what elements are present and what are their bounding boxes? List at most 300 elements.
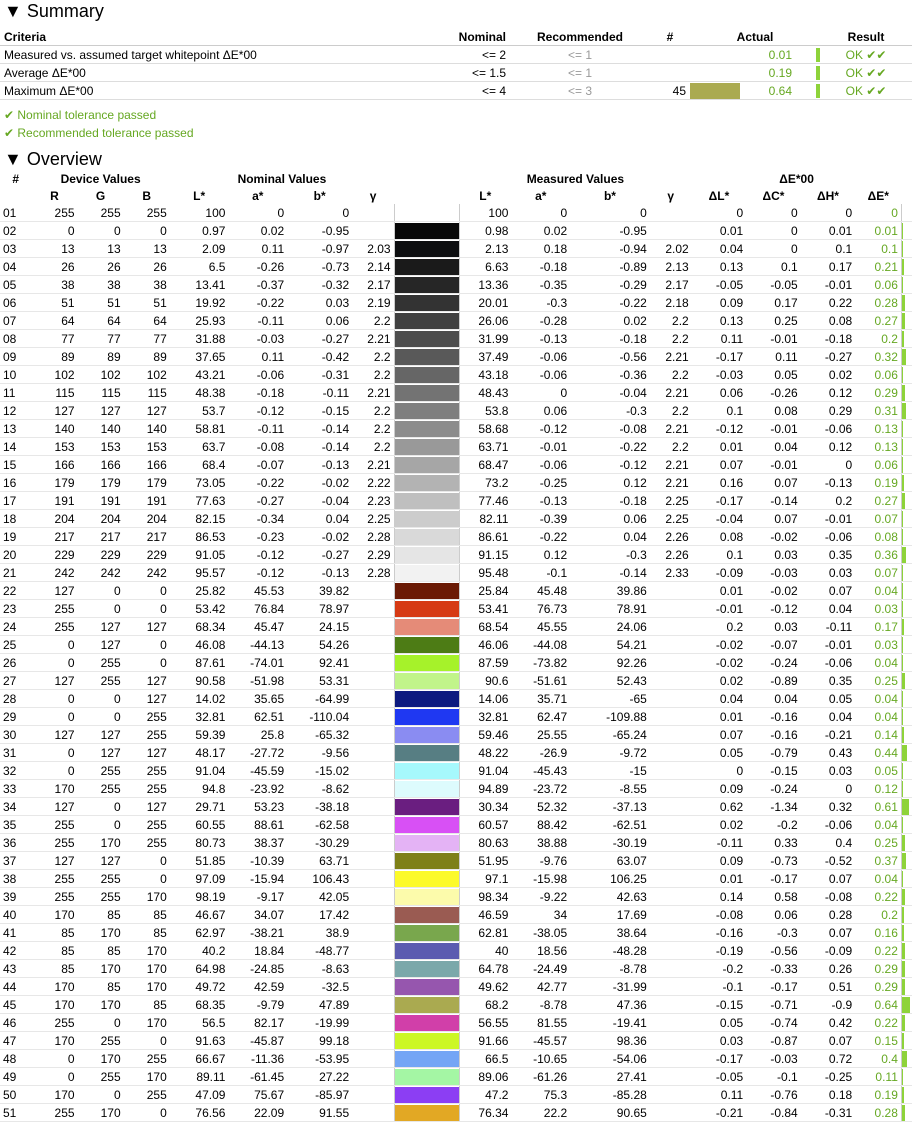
delta-h: -0.27: [801, 348, 856, 366]
measured-gamma: [650, 1068, 692, 1086]
measured-l: 31.99: [459, 330, 511, 348]
measured-b: -0.94: [570, 240, 650, 258]
delta-e-bar: [901, 1014, 912, 1032]
number-cell: [650, 64, 690, 82]
measured-b: -85.28: [570, 1086, 650, 1104]
patch-swatch: [394, 690, 459, 708]
measured-b: 27.41: [570, 1068, 650, 1086]
measured-b: -0.12: [570, 456, 650, 474]
delta-e: 0.61: [855, 798, 901, 816]
delta-e: 0.06: [855, 366, 901, 384]
measured-b: 63.07: [570, 852, 650, 870]
delta-e-bar: [901, 672, 912, 690]
delta-h: 0.2: [801, 492, 856, 510]
patch-row: [0, 474, 912, 492]
patch-swatch: [394, 456, 459, 474]
nominal-a: 42.59: [228, 978, 287, 996]
device-b: 255: [124, 1050, 170, 1068]
delta-e: 0.19: [855, 474, 901, 492]
delta-e-bar: [901, 510, 912, 528]
nominal-gamma: [352, 654, 394, 672]
nominal-a: 22.09: [228, 1104, 287, 1122]
nominal-b: -0.13: [287, 456, 352, 474]
delta-e-bar: [901, 654, 912, 672]
delta-l: -0.04: [692, 510, 747, 528]
nominal-gamma: [352, 744, 394, 762]
measured-a: -26.9: [511, 744, 570, 762]
device-g: 170: [78, 1104, 124, 1122]
measured-gamma: 2.2: [650, 402, 692, 420]
measured-l: 26.06: [459, 312, 511, 330]
measured-b: -0.3: [570, 546, 650, 564]
nominal-b: -9.56: [287, 744, 352, 762]
measured-gamma: 2.21: [650, 456, 692, 474]
device-r: 204: [31, 510, 77, 528]
device-g: 140: [78, 420, 124, 438]
delta-c: -0.26: [746, 384, 801, 402]
patch-index: 16: [0, 474, 31, 492]
delta-l: 0.01: [692, 222, 747, 240]
patch-swatch: [394, 672, 459, 690]
measured-b: -48.28: [570, 942, 650, 960]
delta-l: 0.09: [692, 780, 747, 798]
delta-e: 0.03: [855, 636, 901, 654]
patch-swatch: [394, 726, 459, 744]
measured-a: 75.3: [511, 1086, 570, 1104]
patch-index: 05: [0, 276, 31, 294]
patch-index: 15: [0, 456, 31, 474]
device-b: 0: [124, 870, 170, 888]
patch-swatch: [394, 312, 459, 330]
patch-row: [0, 420, 912, 438]
delta-e-bar: [901, 924, 912, 942]
delta-e-bar: [901, 438, 912, 456]
measured-l: 48.43: [459, 384, 511, 402]
device-b: 51: [124, 294, 170, 312]
nominal-l: 68.34: [170, 618, 229, 636]
measured-gamma: [650, 888, 692, 906]
device-r: 102: [31, 366, 77, 384]
delta-e: 0.25: [855, 672, 901, 690]
delta-e-bar: [901, 204, 912, 222]
delta-h: -0.06: [801, 528, 856, 546]
measured-l: 68.47: [459, 456, 511, 474]
nominal-l: 25.93: [170, 312, 229, 330]
nominal-gamma: 2.2: [352, 438, 394, 456]
delta-e: 0.12: [855, 780, 901, 798]
device-g: 255: [78, 204, 124, 222]
delta-e-bar: [901, 744, 912, 762]
delta-e: 0.04: [855, 582, 901, 600]
nominal-b: -8.62: [287, 780, 352, 798]
delta-e-bar: [901, 294, 912, 312]
actual-swatch: [690, 65, 740, 81]
nominal-gamma: 2.21: [352, 456, 394, 474]
col-header-delta-h: ΔH*: [817, 188, 839, 203]
measured-l: 0.98: [459, 222, 511, 240]
delta-e: 0.29: [855, 384, 901, 402]
delta-h: 0.12: [801, 438, 856, 456]
nominal-b: -0.02: [287, 528, 352, 546]
delta-l: -0.08: [692, 906, 747, 924]
nominal-a: 38.37: [228, 834, 287, 852]
patch-row: [0, 762, 912, 780]
measured-a: 45.55: [511, 618, 570, 636]
delta-l: 0.13: [692, 312, 747, 330]
patch-row: [0, 258, 912, 276]
patch-swatch: [394, 924, 459, 942]
delta-c: -0.56: [746, 942, 801, 960]
delta-c: -0.1: [746, 1068, 801, 1086]
nominal-l: 31.88: [170, 330, 229, 348]
device-b: 166: [124, 456, 170, 474]
nominal-l: 13.41: [170, 276, 229, 294]
nominal-a: 88.61: [228, 816, 287, 834]
delta-c: 0.17: [746, 294, 801, 312]
measured-l: 91.66: [459, 1032, 511, 1050]
nominal-gamma: 2.2: [352, 348, 394, 366]
device-b: 255: [124, 816, 170, 834]
delta-e: 0.2: [855, 330, 901, 348]
device-g: 255: [78, 654, 124, 672]
device-g: 170: [78, 924, 124, 942]
device-r: 127: [31, 798, 77, 816]
delta-e-bar: [901, 780, 912, 798]
measured-l: 14.06: [459, 690, 511, 708]
tolerance-notes: [0, 100, 912, 148]
number-cell: [650, 46, 690, 64]
nominal-l: 63.7: [170, 438, 229, 456]
measured-a: 76.73: [511, 600, 570, 618]
delta-e: 0.22: [855, 888, 901, 906]
measured-l: 47.2: [459, 1086, 511, 1104]
device-b: 85: [124, 924, 170, 942]
device-g: 255: [78, 870, 124, 888]
patch-row: [0, 852, 912, 870]
delta-e: 0.15: [855, 1032, 901, 1050]
device-g: 64: [78, 312, 124, 330]
nominal-b: 78.97: [287, 600, 352, 618]
nominal-gamma: [352, 726, 394, 744]
delta-e: 0.04: [855, 654, 901, 672]
delta-l: -0.17: [692, 1050, 747, 1068]
nominal-b: 91.55: [287, 1104, 352, 1122]
nominal-gamma: [352, 870, 394, 888]
nominal-gamma: 2.21: [352, 330, 394, 348]
nominal-l: 66.67: [170, 1050, 229, 1068]
measured-l: 80.63: [459, 834, 511, 852]
patch-index: 46: [0, 1014, 31, 1032]
measured-l: 46.59: [459, 906, 511, 924]
overview-heading[interactable]: ▼ Overview: [4, 149, 102, 169]
device-b: 0: [124, 1104, 170, 1122]
measured-a: 42.77: [511, 978, 570, 996]
summary-heading[interactable]: ▼ Summary: [4, 1, 104, 21]
delta-l: 0.14: [692, 888, 747, 906]
device-r: 127: [31, 402, 77, 420]
device-r: 255: [31, 618, 77, 636]
device-b: 0: [124, 636, 170, 654]
measured-a: -0.13: [511, 492, 570, 510]
measured-b: -0.56: [570, 348, 650, 366]
measured-gamma: [650, 906, 692, 924]
device-r: 51: [31, 294, 77, 312]
measured-gamma: [650, 870, 692, 888]
number-cell: 45: [650, 82, 690, 100]
delta-h: 0.1: [801, 240, 856, 258]
patch-index: 49: [0, 1068, 31, 1086]
delta-l: 0.1: [692, 402, 747, 420]
nominal-b: -48.77: [287, 942, 352, 960]
nominal-gamma: 2.28: [352, 564, 394, 582]
patch-row: [0, 744, 912, 762]
measured-gamma: [650, 708, 692, 726]
patch-index: 01: [0, 204, 31, 222]
recommended-tolerance-note: ✔ Recommended tolerance passed: [4, 126, 194, 140]
measured-gamma: [650, 924, 692, 942]
header-actual: Actual: [690, 28, 820, 46]
measured-gamma: 2.17: [650, 276, 692, 294]
device-r: 242: [31, 564, 77, 582]
delta-c: -0.12: [746, 600, 801, 618]
delta-h: 0.01: [801, 222, 856, 240]
measured-l: 6.63: [459, 258, 511, 276]
device-g: 204: [78, 510, 124, 528]
delta-e: 0.21: [855, 258, 901, 276]
nominal-a: 45.53: [228, 582, 287, 600]
delta-l: 0.11: [692, 330, 747, 348]
patch-swatch: [394, 906, 459, 924]
nominal-a: -0.06: [228, 366, 287, 384]
delta-l: 0.09: [692, 294, 747, 312]
measured-b: 106.25: [570, 870, 650, 888]
device-b: 255: [124, 780, 170, 798]
device-r: 0: [31, 1050, 77, 1068]
patch-row: [0, 438, 912, 456]
delta-h: 0.17: [801, 258, 856, 276]
delta-e-bar: [901, 276, 912, 294]
measured-a: 0.02: [511, 222, 570, 240]
delta-e-bar: [901, 384, 912, 402]
measured-gamma: [650, 582, 692, 600]
delta-l: -0.17: [692, 492, 747, 510]
measured-a: -61.26: [511, 1068, 570, 1086]
patch-swatch: [394, 654, 459, 672]
actual-swatch: [690, 83, 740, 99]
delta-h: 0.35: [801, 672, 856, 690]
delta-h: 0.22: [801, 294, 856, 312]
nominal-b: -0.97: [287, 240, 352, 258]
measured-a: -51.61: [511, 672, 570, 690]
measured-l: 86.61: [459, 528, 511, 546]
nominal-b: -15.02: [287, 762, 352, 780]
measured-b: -0.08: [570, 420, 650, 438]
measured-l: 97.1: [459, 870, 511, 888]
measured-a: -10.65: [511, 1050, 570, 1068]
measured-a: 0.06: [511, 402, 570, 420]
delta-h: 0.26: [801, 960, 856, 978]
delta-c: 0.58: [746, 888, 801, 906]
nominal-a: -38.21: [228, 924, 287, 942]
nominal-gamma: 2.2: [352, 402, 394, 420]
delta-e: 0.64: [855, 996, 901, 1014]
measured-gamma: 2.2: [650, 330, 692, 348]
recommended-cell: <= 1: [510, 64, 650, 82]
patch-index: 13: [0, 420, 31, 438]
measured-b: -37.13: [570, 798, 650, 816]
nominal-gamma: 2.23: [352, 492, 394, 510]
measured-b: -0.3: [570, 402, 650, 420]
measured-a: -0.13: [511, 330, 570, 348]
delta-c: 0: [746, 222, 801, 240]
nominal-a: -0.23: [228, 528, 287, 546]
patch-row: [0, 942, 912, 960]
summary-row: [0, 46, 912, 64]
nominal-b: -85.97: [287, 1086, 352, 1104]
delta-c: -0.89: [746, 672, 801, 690]
nominal-b: -0.15: [287, 402, 352, 420]
nominal-b: -0.14: [287, 420, 352, 438]
device-g: 166: [78, 456, 124, 474]
device-g: 127: [78, 726, 124, 744]
patch-index: 25: [0, 636, 31, 654]
device-g: 127: [78, 618, 124, 636]
delta-e: 0.04: [855, 816, 901, 834]
patch-index: 32: [0, 762, 31, 780]
nominal-b: 42.05: [287, 888, 352, 906]
patch-swatch: [394, 708, 459, 726]
measured-a: -0.22: [511, 528, 570, 546]
measured-gamma: [650, 636, 692, 654]
measured-l: 60.57: [459, 816, 511, 834]
nominal-a: -0.27: [228, 492, 287, 510]
measured-b: -8.55: [570, 780, 650, 798]
nominal-b: 99.18: [287, 1032, 352, 1050]
delta-h: -0.25: [801, 1068, 856, 1086]
delta-c: 0.04: [746, 438, 801, 456]
device-b: 204: [124, 510, 170, 528]
nominal-gamma: 2.19: [352, 294, 394, 312]
measured-a: 0: [511, 204, 570, 222]
device-b: 170: [124, 888, 170, 906]
nominal-gamma: 2.21: [352, 384, 394, 402]
delta-l: 0.05: [692, 1014, 747, 1032]
delta-c: -0.87: [746, 1032, 801, 1050]
patch-index: 24: [0, 618, 31, 636]
device-b: 127: [124, 618, 170, 636]
measured-gamma: 2.21: [650, 384, 692, 402]
nominal-a: 0.02: [228, 222, 287, 240]
patch-index: 04: [0, 258, 31, 276]
patch-swatch: [394, 942, 459, 960]
device-b: 77: [124, 330, 170, 348]
measured-gamma: [650, 204, 692, 222]
nominal-b: -0.11: [287, 384, 352, 402]
patch-swatch: [394, 888, 459, 906]
patch-swatch: [394, 1014, 459, 1032]
measured-a: 34: [511, 906, 570, 924]
patch-row: [0, 816, 912, 834]
delta-h: 0.04: [801, 708, 856, 726]
patch-index: 50: [0, 1086, 31, 1104]
delta-e-bar: [901, 402, 912, 420]
device-r: 255: [31, 870, 77, 888]
device-b: 102: [124, 366, 170, 384]
device-g: 217: [78, 528, 124, 546]
nominal-l: 53.42: [170, 600, 229, 618]
measured-b: -15: [570, 762, 650, 780]
col-header-g: G: [95, 188, 106, 203]
nominal-gamma: 2.2: [352, 420, 394, 438]
delta-l: 0.06: [692, 384, 747, 402]
delta-c: 0.03: [746, 546, 801, 564]
patch-swatch: [394, 816, 459, 834]
delta-e: 0.13: [855, 420, 901, 438]
patch-index: 37: [0, 852, 31, 870]
delta-c: 0.33: [746, 834, 801, 852]
delta-e-bar: [901, 942, 912, 960]
device-g: 170: [78, 996, 124, 1014]
nominal-gamma: 2.28: [352, 528, 394, 546]
device-r: 0: [31, 762, 77, 780]
nominal-l: 14.02: [170, 690, 229, 708]
measured-l: 73.2: [459, 474, 511, 492]
delta-h: 0.29: [801, 402, 856, 420]
measured-l: 98.34: [459, 888, 511, 906]
patch-swatch: [394, 222, 459, 240]
delta-c: 0.05: [746, 366, 801, 384]
nominal-a: 35.65: [228, 690, 287, 708]
delta-e: 0.28: [855, 294, 901, 312]
device-g: 191: [78, 492, 124, 510]
nominal-b: 0.03: [287, 294, 352, 312]
device-r: 255: [31, 834, 77, 852]
delta-h: -0.09: [801, 942, 856, 960]
nominal-b: -30.29: [287, 834, 352, 852]
nominal-b: 63.71: [287, 852, 352, 870]
device-g: 89: [78, 348, 124, 366]
delta-c: -0.84: [746, 1104, 801, 1122]
device-r: 0: [31, 1068, 77, 1086]
nominal-b: 0: [287, 204, 352, 222]
nominal-gamma: 2.17: [352, 276, 394, 294]
delta-l: 0.04: [692, 690, 747, 708]
measured-l: 37.49: [459, 348, 511, 366]
device-b: 153: [124, 438, 170, 456]
patch-row: [0, 1050, 912, 1068]
patch-swatch: [394, 1068, 459, 1086]
delta-e-bar: [901, 816, 912, 834]
nominal-b: -0.04: [287, 492, 352, 510]
nominal-a: -51.98: [228, 672, 287, 690]
nominal-gamma: [352, 708, 394, 726]
nominal-b: 39.82: [287, 582, 352, 600]
measured-l: 64.78: [459, 960, 511, 978]
delta-h: 0.07: [801, 870, 856, 888]
nominal-b: 54.26: [287, 636, 352, 654]
patch-index: 07: [0, 312, 31, 330]
actual-value: 0.19: [768, 65, 792, 80]
patch-index: 17: [0, 492, 31, 510]
nominal-b: -64.99: [287, 690, 352, 708]
nominal-b: 38.9: [287, 924, 352, 942]
nominal-gamma: [352, 600, 394, 618]
delta-l: -0.12: [692, 420, 747, 438]
patch-index: 48: [0, 1050, 31, 1068]
nominal-l: 90.58: [170, 672, 229, 690]
criteria-cell: Maximum ΔE*00: [0, 82, 430, 100]
measured-b: 42.63: [570, 888, 650, 906]
